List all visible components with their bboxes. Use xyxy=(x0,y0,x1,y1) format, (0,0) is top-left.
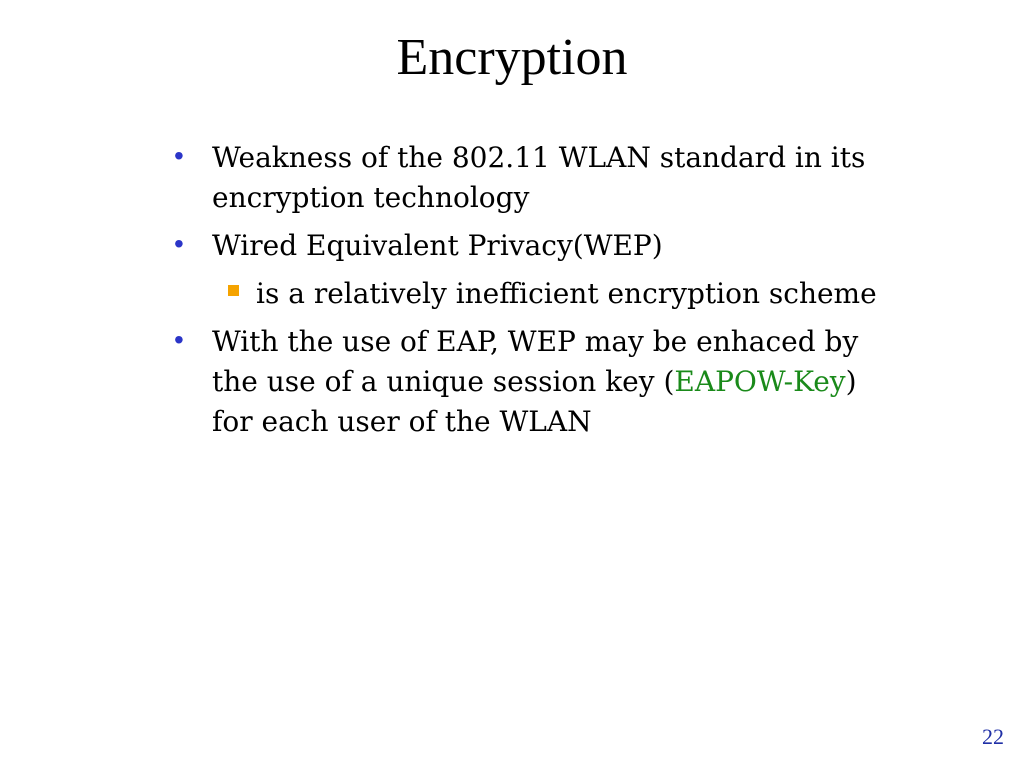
bullet-item xyxy=(172,138,892,218)
bullet-item xyxy=(172,226,892,266)
bullet-text-before: With the use of EAP, WEP may be enhaced by the use of a unique session key ( xyxy=(212,325,859,398)
slide-title: Encryption xyxy=(396,29,628,86)
bullet-text: Wired Equivalent Privacy(WEP) xyxy=(212,229,663,262)
bullet-text-after: ) for each user of the WLAN xyxy=(212,365,857,438)
square-bullet-icon xyxy=(228,285,239,296)
slide-content xyxy=(172,138,892,450)
bullet-text xyxy=(212,325,858,438)
bullet-text: Weakness of the 802.11 WLAN standard in its encryption technology xyxy=(212,141,866,214)
bullet-dot-icon: • xyxy=(174,228,184,259)
bullet-dot-icon: • xyxy=(174,140,184,171)
eapow-key-highlight: EAPOW-Key xyxy=(674,365,846,398)
bullet-dot-icon: • xyxy=(174,324,184,355)
sub-bullet-item xyxy=(172,274,892,314)
sub-bullet-text: is a relatively inefficient encryption scheme xyxy=(256,277,877,310)
page-number: 22 xyxy=(982,724,1004,749)
bullet-item xyxy=(172,322,892,442)
